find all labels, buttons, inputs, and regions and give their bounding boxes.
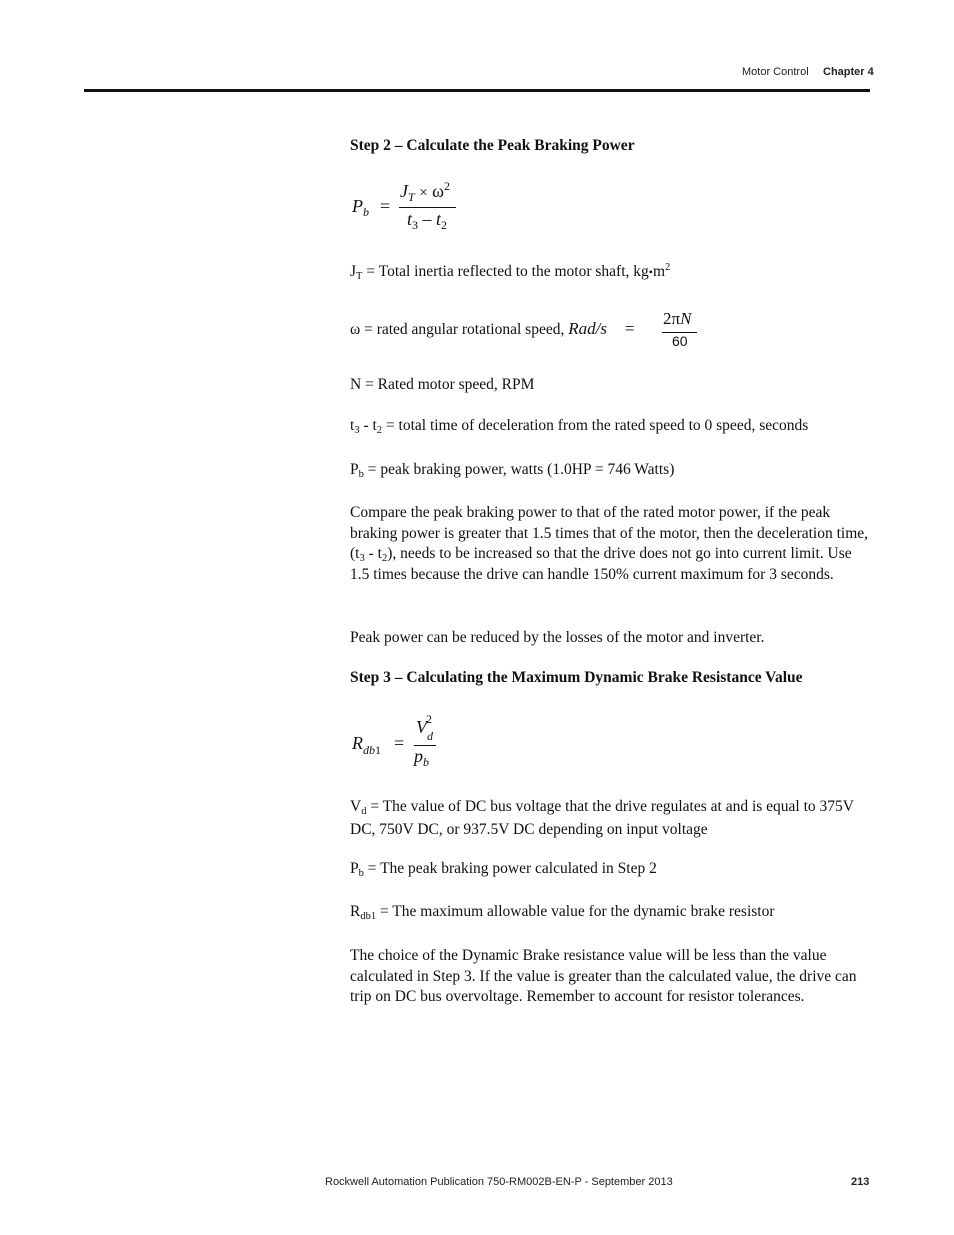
choice-paragraph: The choice of the Dynamic Brake resistance value will be less than the value calculated in Step 3. If the value is greater than the calculated value, the drive can trip on DC bus overvoltage. Remember to account for resistor tolerances. xyxy=(350,947,857,1005)
running-header-chapter: Chapter 4 xyxy=(823,66,874,78)
page-number: 213 xyxy=(851,1176,870,1188)
omega-fraction: 2πN 60 xyxy=(660,309,700,354)
compare-paragraph: Compare the peak braking power to that of the rated motor power, if the peak braking power is greater that 1.5 times that of the motor, then the deceleration time, $(t_3 - t_2)$, needs to be increased so that the drive does not go into current limit. Use 1.5 times because the drive can handle 150% current maximum for 3 seconds. xyxy=(350,504,869,583)
step2-heading: Step 2 – Calculate the Peak Braking Power xyxy=(350,137,635,154)
footer-publication: Rockwell Automation Publication 750-RM002B-EN-P - September 2013 xyxy=(325,1176,673,1188)
max-resistance-formula: $R_{db1}$ = V 2 d $p_b$ xyxy=(350,712,460,776)
vd-definition: $V_d$ = The value of DC bus voltage that the drive regulates at and is equal to 375V DC, 750V DC, or 937.5V DC depending on input voltage xyxy=(350,798,854,838)
deceleration-time-definition: $t_3 - t_2$ = total time of deceleration from the rated speed to 0 speed, seconds xyxy=(350,417,809,436)
pb-step3-definition: $P_b$ = The peak braking power calculated in Step 2 xyxy=(350,860,657,879)
n-definition: N = Rated motor speed, RPM xyxy=(350,376,535,393)
header-rule xyxy=(84,89,870,92)
peak-braking-power-formula: $P_b$ = $J_T \times \omega^2$ $t_3 - t_2$ xyxy=(350,176,490,236)
rdb1-definition: $R_{db1}$ = The maximum allowable value for the dynamic brake resistor xyxy=(350,903,775,922)
jt-definition: $J_T$ = Total inertia reflected to the motor shaft, $kg•m^2$ xyxy=(350,262,671,282)
running-header-section: Motor Control xyxy=(742,66,809,78)
pb-definition: $P_b$ = peak braking power, watts (1.0HP = 746 Watts) xyxy=(350,461,675,480)
peak-power-paragraph: Peak power can be reduced by the losses of the motor and inverter. xyxy=(350,629,765,646)
step3-heading: Step 3 – Calculating the Maximum Dynamic Brake Resistance Value xyxy=(350,669,803,686)
omega-definition: ω = rated angular rotational speed, Rad/s = xyxy=(350,319,635,338)
